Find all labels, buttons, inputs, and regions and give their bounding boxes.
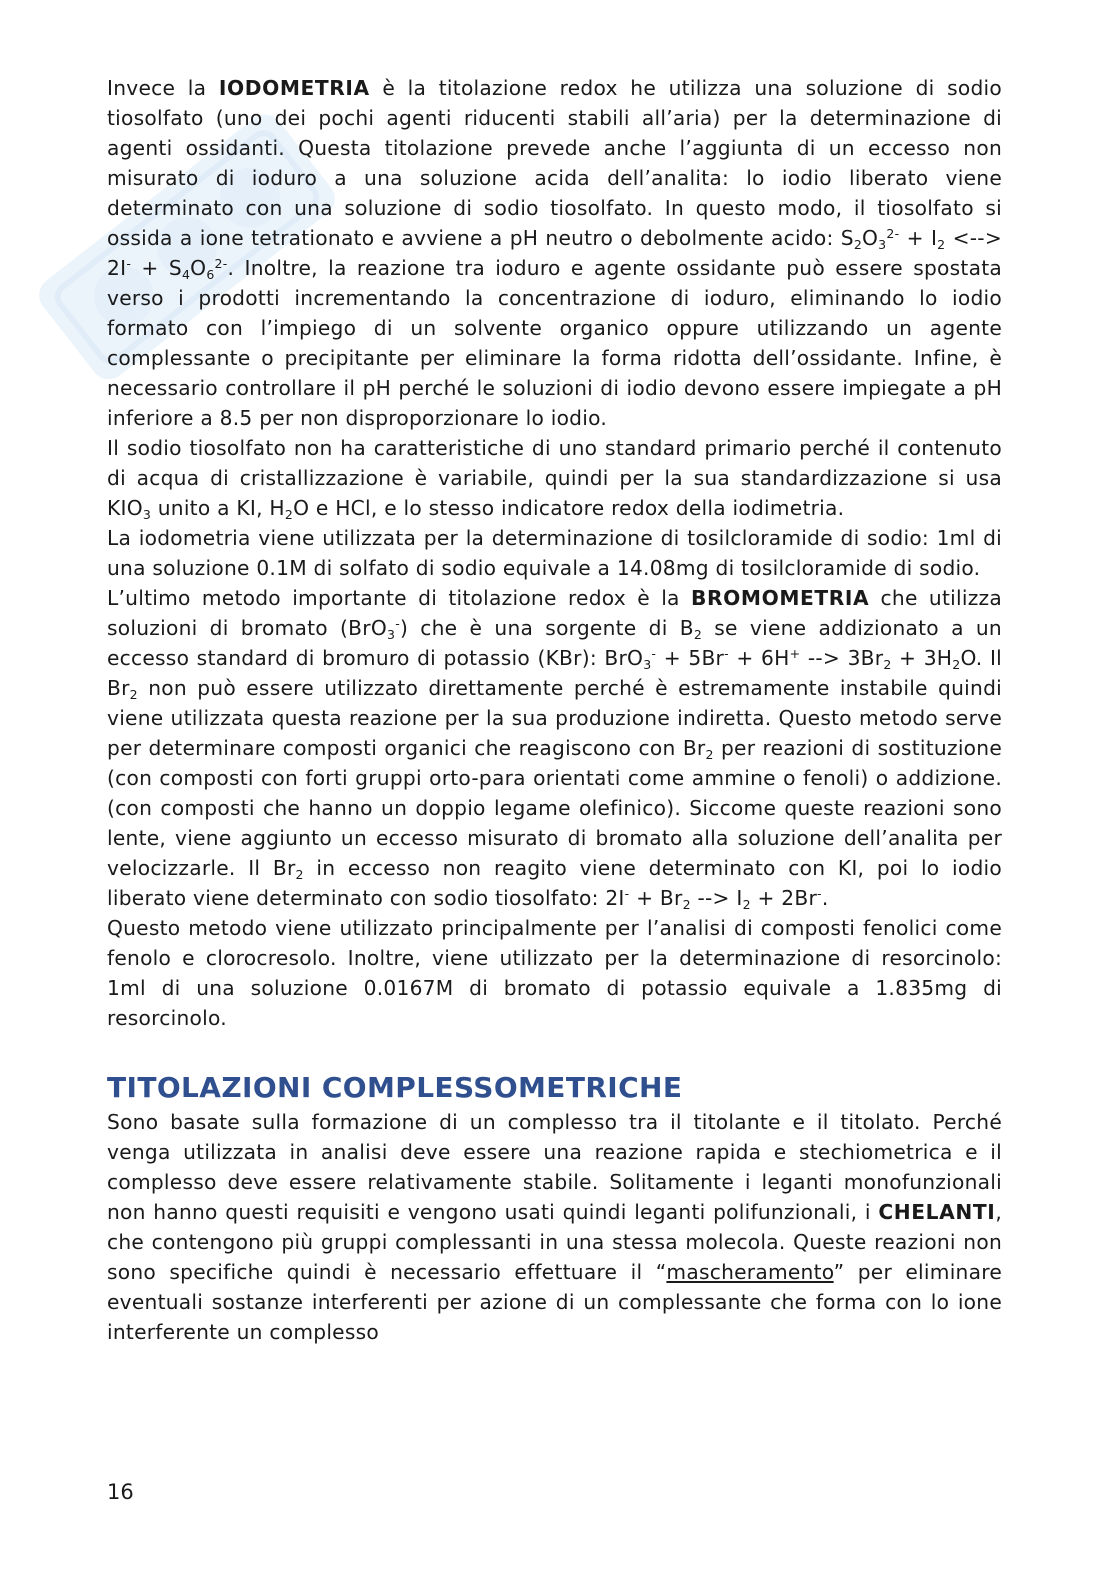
subscript: 3 [643,656,652,672]
subscript: 6 [206,266,215,282]
subscript: 3 [386,626,396,642]
text-run: Sono basate sulla formazione di un complesso tra il titolante e il titolato. Perché venga utilizzata in analisi deve essere una reazione rapida e stechiometrica e il complesso deve essere relativamente stabile. Solitamente i leganti monofunzionali non hanno questi requisiti e vengono usati quindi leganti polifunzionali, i [107,1110,1002,1224]
text-run: + S [131,256,182,280]
subscript: 2 [682,896,691,912]
text-run: ” per eliminare eventuali sostanze interferenti per azione di un complessante che forma con lo ione interferente un complesso [107,1260,1002,1344]
text-run: è la titolazione redox he utilizza una soluzione di sodio tiosolfato (uno dei pochi agenti riducenti stabili all’aria) per la determinazione di agenti ossidanti. Questa titolazione prevede anche l’aggiunta di un eccesso non misurato di ioduro a una soluzione acida dell’analita: lo iodio liberato viene determinato con una soluzione di sodio tiosolfato. In questo modo, il tiosolfato si ossida a ione tetrationato e avviene a pH neutro o debolmente acido: S [107,76,1002,250]
superscript: 2- [886,226,900,242]
text-run: + 2Br [750,886,818,910]
text-run: che utilizza soluzioni di bromato (BrO [107,586,1003,640]
text-run: Invece la [107,76,219,100]
text-run: . [821,886,829,910]
subscript: 2 [284,506,294,522]
superscript: + [789,646,801,662]
superscript: 2- [214,256,228,272]
paragraph-tosilcloramide: La iodometria viene utilizzata per la determinazione di tosilcloramide di sodio: 1ml di una soluzione 0.1M di solfato di sodio equivale a 14.08mg di tosilcloramide di sodio. [107,526,1002,580]
superscript: - [395,616,400,632]
text-run: + I [899,226,938,250]
text-run: , che contengono più gruppi complessanti in una stessa molecola. Queste reazioni non sono specifiche quindi è necessario effettuare il “ [107,1200,1002,1284]
subscript: 2 [853,236,863,252]
subscript: 4 [181,266,191,282]
superscript: - [624,886,630,902]
term-iodometria: IODOMETRIA [218,76,370,100]
subscript: 2 [295,866,304,882]
subscript: 2 [693,626,703,642]
page-content [107,73,1002,1347]
text-run: + 3H [891,646,953,670]
text-run: per reazioni di sostituzione (con composti con forti gruppi orto-para orientati come ammine o fenoli) o addizione. (con composti che hanno un doppio legame olefinico). Siccome queste reazioni sono lente, viene aggiunto un eccesso misurato di bromato alla soluzione dell’analita per velocizzarle. Il Br [107,736,1002,880]
subscript: 3 [878,236,887,252]
text-run: <--> 2I [107,226,1002,280]
superscript: - [651,646,657,662]
term-mascheramento: mascheramento [666,1260,834,1284]
superscript: - [817,886,822,902]
text-run: O [190,256,207,280]
term-chelanti: CHELANTI [878,1200,996,1224]
text-run: L’ultimo metodo importante di titolazione redox è la [107,586,691,610]
text-run: non può essere utilizzato direttamente perché è estremamente instabile quindi viene utilizzata questa reazione per la sua produzione indiretta. Questo metodo serve per determinare composti organici che reagiscono con Br [107,676,1002,760]
paragraph-bromometria [107,583,1002,913]
term-bromometria: BROMOMETRIA [690,586,870,610]
text-run: . Inoltre, la reazione tra ioduro e agente ossidante può essere spostata verso i prodotti incrementando la concentrazione di ioduro, eliminando lo iodio formato con l’impiego di un solvente organico oppure utilizzando un agente complessante o precipitante per eliminare la forma ridotta dell’ossidante. Infine, è necessario controllare il pH perché le soluzioni di iodio devono essere impiegate a pH inferiore a 8.5 per non disproporzionare lo iodio. [107,256,1002,430]
subscript: 2 [705,746,714,762]
superscript: - [724,646,729,662]
text-run: + 6H [728,646,790,670]
text-run: O. Il Br [107,646,1003,700]
text-run: O e HCl, e lo stesso indicatore redox della iodimetria. [293,496,845,520]
text-run: + 5Br [656,646,725,670]
text-run: --> I [690,886,743,910]
text-run: Il sodio tiosolfato non ha caratteristiche di uno standard primario perché il contenuto di acqua di cristallizzazione è variabile, quindi per la sua standardizzazione si usa KIO [107,436,1002,520]
subscript: 2 [883,656,892,672]
text-run: se viene addizionato a un eccesso standard di bromuro di potassio (KBr): BrO [107,616,1002,670]
text-run: unito a KI, H [151,496,285,520]
page-number: 16 [107,1480,134,1504]
subscript: 3 [142,506,152,522]
paragraph-iodometria [107,73,1002,433]
superscript: - [126,256,132,272]
text-run: --> 3Br [800,646,884,670]
subscript: 2 [742,896,751,912]
subscript: 2 [952,656,961,672]
text-run: ) che è una sorgente di B [399,616,694,640]
text-run: + Br [629,886,683,910]
paragraph-fenolici: Questo metodo viene utilizzato principalmente per l’analisi di composti fenolici come fenolo e clorocresolo. Inoltre, viene utilizzato per la determinazione di resorcinolo: 1ml di una soluzione 0.0167M di bromato di potassio equivale a 1.835mg di resorcinolo. [107,916,1002,1030]
section-heading: TITOLAZIONI COMPLESSOMETRICHE [107,1071,683,1104]
text-run: O [862,226,879,250]
paragraph-complessometriche [107,1107,1002,1347]
text-run: in eccesso non reagito viene determinato con KI, poi lo iodio liberato viene determinato con sodio tiosolfato: 2I [107,856,1002,910]
subscript: 2 [129,686,138,702]
paragraph-tiosolfato [107,433,1002,523]
subscript: 2 [937,236,946,252]
